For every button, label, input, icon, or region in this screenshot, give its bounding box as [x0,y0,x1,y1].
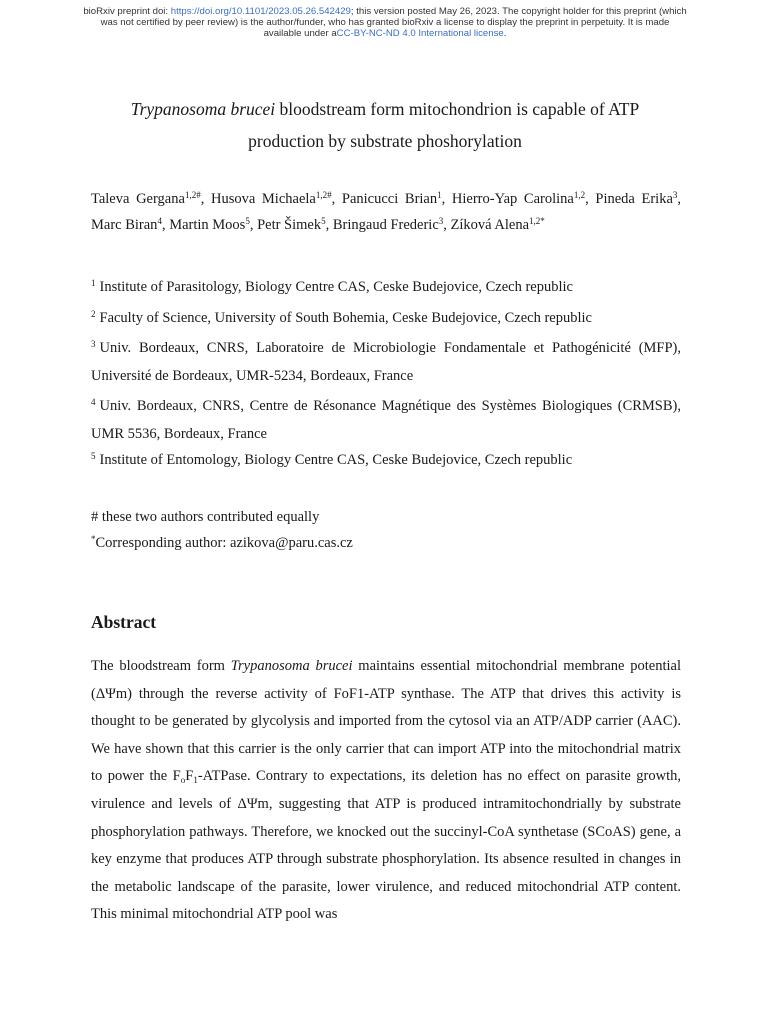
license-link[interactable]: CC-BY-NC-ND 4.0 International license [336,28,504,40]
affiliation-3 [91,334,681,390]
author-separator: , [161,217,170,233]
corresponding-author-note [91,530,681,556]
author [595,191,681,207]
author-separator: , [677,191,682,207]
author-affiliation-marker: 4 [157,216,162,226]
affiliation-text: Faculty of Science, University of South Bohemia, Ceske Budejovice, Czech republic [99,310,592,326]
author-affiliation-marker: 5 [245,216,250,226]
author [342,191,452,207]
author-name: Zíková Alena [450,217,530,233]
banner-text: bioRxiv preprint doi: [83,6,171,17]
affiliation-text: Univ. Bordeaux, CNRS, Laboratoire de Microbiologie Fondamentale et Pathogénicité (MFP), Université de Bordeaux, UMR-5234, Bordeaux, France [91,340,681,384]
corresponding-text: Corresponding author: azikova@paru.cas.cz [95,535,353,551]
subscript-o: o [180,775,186,786]
author-separator: , [325,217,333,233]
banner-line-1 [40,6,730,17]
affiliation-number: 2 [91,309,96,319]
abstract-heading: Abstract [91,612,157,632]
abstract-text: F [185,768,194,785]
author-separator: , [331,191,342,207]
affiliation-5 [91,446,681,474]
affiliation-number: 4 [91,397,96,407]
author-affiliation-marker: 3 [438,216,444,226]
abstract-paragraph [91,653,681,929]
affiliation-number: 5 [91,451,96,461]
abstract-text: maintains essential mitochondrial membrane potential (ΔΨm) through the reverse activity of FoF1-ATP synthase. The ATP that drives this activity is thought to be generated by glycolysis and imported from the cytosol via an ATP/ADP carrier (AAC). We have shown that this carrier is the only carrier that can import ATP into the mitochondrial matrix to power the F [91,658,681,785]
affiliation-number: 1 [91,278,96,288]
author [169,217,257,233]
affiliation-number: 3 [91,339,96,349]
author-name: Hierro-Yap Carolina [451,191,574,207]
corresponding-mark: * [91,534,96,544]
affiliation-4 [91,392,681,448]
author-affiliation-marker: 1,2# [184,190,201,200]
author-name: Bringaud Frederic [332,217,439,233]
banner-line-2: was not certified by peer review) is the author/funder, who has granted bioRxiv a license to display the preprint in perpetuity. It is made [100,17,670,29]
preprint-banner [40,6,730,40]
author-separator: , [249,217,258,233]
author-name: Husova Michaela [210,191,316,207]
author-name: Pineda Erika [595,191,673,207]
author-affiliation-marker: 1,2* [529,216,545,226]
title-line-2: production by substrate phoshorylation [248,131,522,151]
abstract-species-italic: Trypanosoma brucei [230,658,353,674]
author [333,217,451,233]
author [451,217,545,233]
equal-contribution-note: # these two authors contributed equally [91,509,320,525]
paper-title [60,93,710,157]
banner-line-3 [40,28,730,39]
author-affiliation-marker: 1,2 [573,190,586,200]
banner-text: available under a [263,28,337,40]
subscript-1: 1 [193,775,198,786]
author-name: Petr Šimek [257,217,322,233]
author [91,217,169,233]
author [211,191,342,207]
author-affiliation-marker: 5 [321,216,326,226]
author-affiliation-marker: 1 [437,190,442,200]
title-line-1 [60,93,710,125]
author-name: Martin Moos [169,217,246,233]
author-separator: , [441,191,452,207]
author [452,191,595,207]
author [91,191,211,207]
title-text: bloodstream form mitochondrion is capable of ATP [275,99,640,119]
doi-link[interactable]: https://doi.org/10.1101/2023.05.26.542429 [170,6,351,17]
author [257,217,333,233]
author-list [91,186,681,238]
banner-text: . [503,28,507,40]
author-affiliation-marker: 3 [672,190,678,200]
affiliation-text: Institute of Parasitology, Biology Centre CAS, Ceske Budejovice, Czech republic [99,279,573,295]
affiliation-text: Univ. Bordeaux, CNRS, Centre de Résonance Magnétique des Systèmes Biologiques (CRMSB), UMR 5536, Bordeaux, France [91,398,681,442]
abstract-text: The bloodstream form [91,658,231,674]
author-separator: , [585,191,596,207]
affiliation-2 [91,304,681,332]
title-italic-species: Trypanosoma brucei [130,99,276,119]
author-separator: , [443,217,451,233]
affiliation-1 [91,273,681,301]
author-name: Marc Biran [91,217,158,233]
author-separator: , [200,191,211,207]
abstract-body [91,653,681,929]
banner-text: ; this version posted May 26, 2023. The copyright holder for this preprint (which [350,6,687,17]
author-affiliation-marker: 1,2# [315,190,332,200]
abstract-text: -ATPase. Contrary to expectations, its deletion has no effect on parasite growth, virulence and levels of ΔΨm, suggesting that ATP is produced intramitochondrially by substrate phosphorylation pathways. Therefore, we knocked out the succinyl-CoA synthetase (SCoAS) gene, a key enzyme that produces ATP through substrate phosphorylation. Its absence resulted in changes in the metabolic landscape of the parasite, lower virulence, and reduced mitochondrial ATP content. This minimal mitochondrial ATP pool was [91,768,681,923]
author-name: Taleva Gergana [91,191,185,207]
affiliation-text: Institute of Entomology, Biology Centre CAS, Ceske Budejovice, Czech republic [99,452,573,468]
author-name: Panicucci Brian [341,191,438,207]
